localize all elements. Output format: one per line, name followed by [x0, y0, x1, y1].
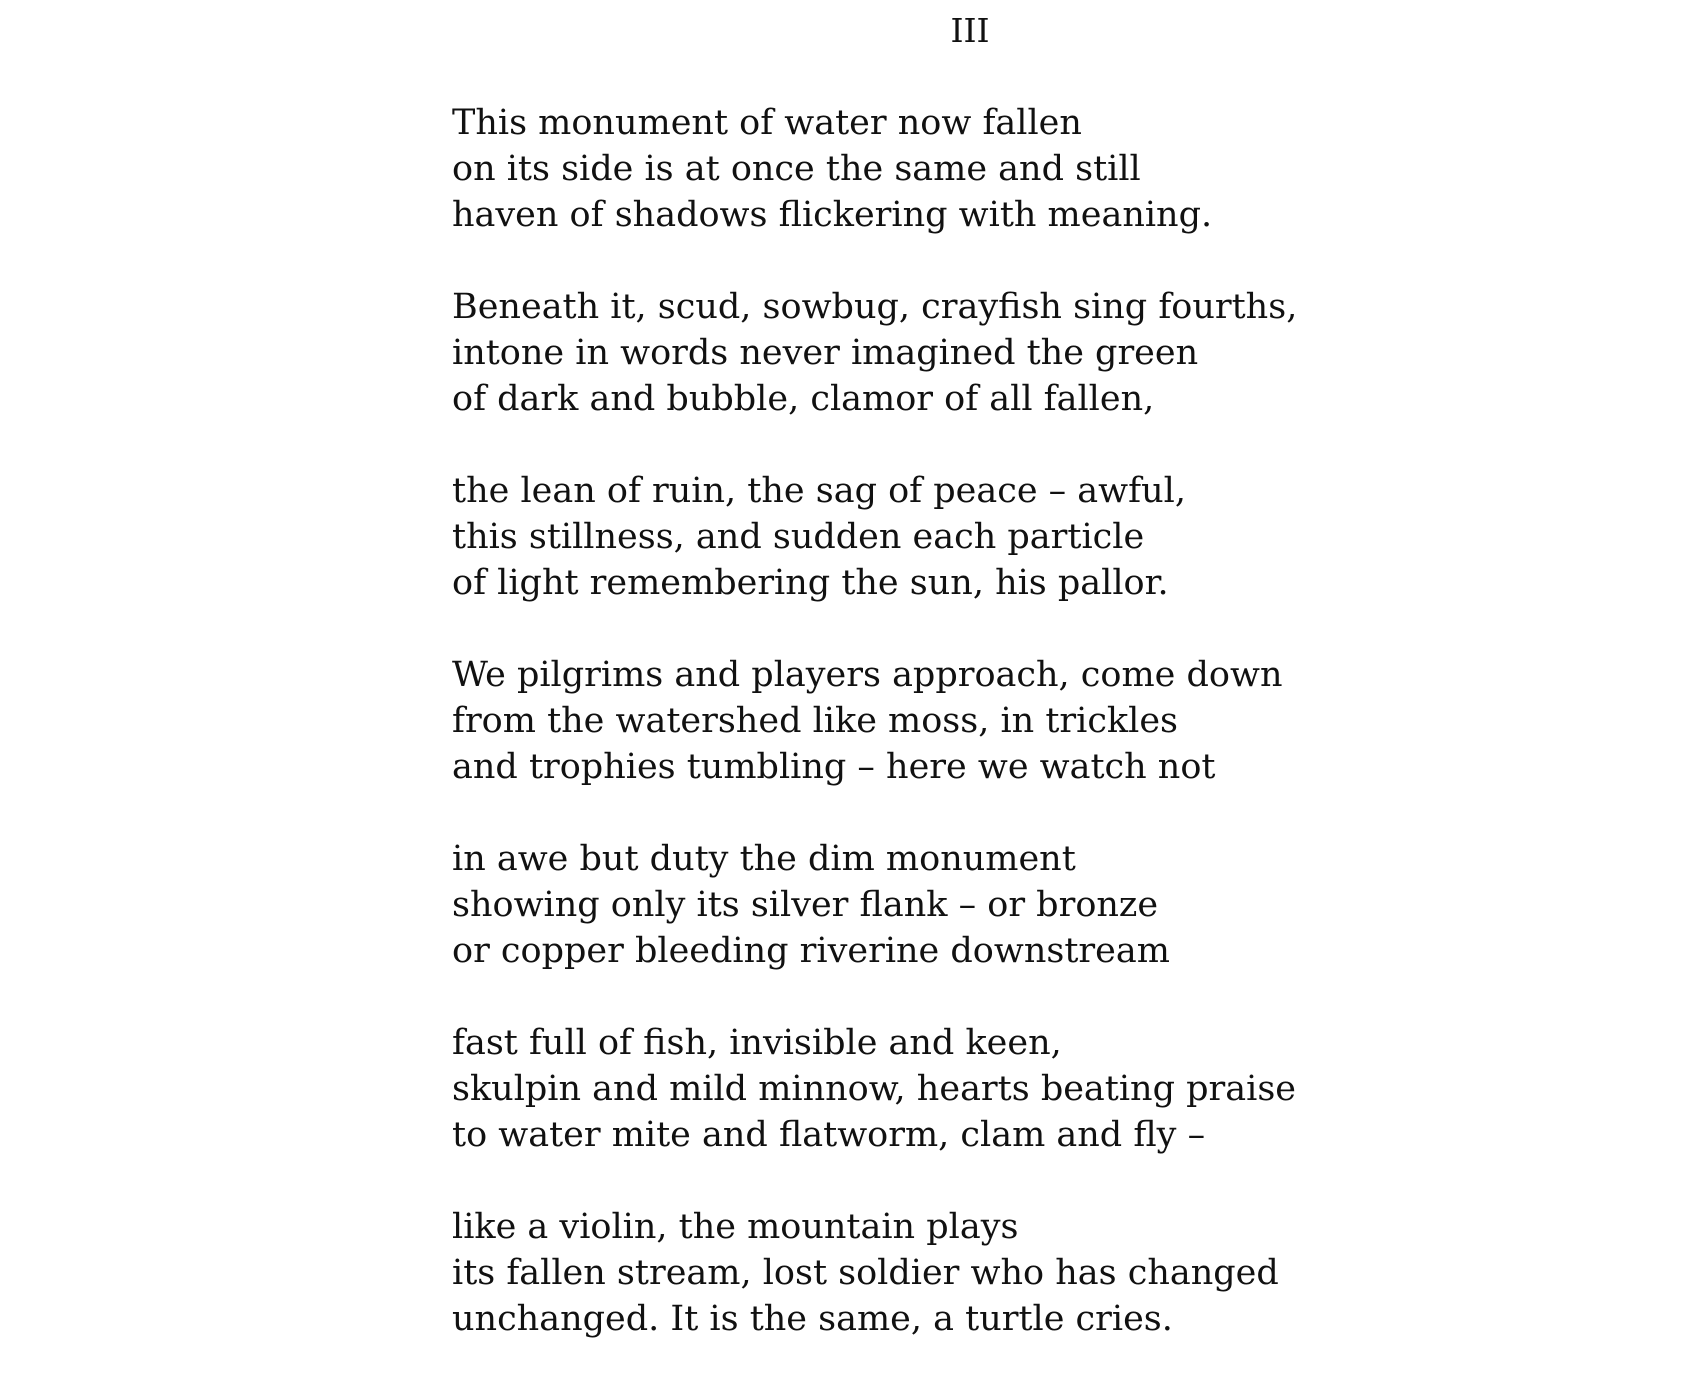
- poem-line: of light remembering the sun, his pallor.: [452, 563, 1169, 603]
- poem-line: This monument of water now fallen: [452, 103, 1082, 143]
- poem-line: skulpin and mild minnow, hearts beating praise: [452, 1069, 1296, 1109]
- poem-line: or copper bleeding riverine downstream: [452, 931, 1170, 971]
- poem-line: Beneath it, scud, sowbug, crayfish sing fourths,: [452, 287, 1298, 327]
- poem-line: in awe but duty the dim monument: [452, 839, 1076, 879]
- stanza-6: [452, 1020, 1452, 1158]
- stanza-7: [452, 1204, 1452, 1342]
- poem-line: on its side is at once the same and still: [452, 149, 1141, 189]
- poem-line: intone in words never imagined the green: [452, 333, 1199, 373]
- poem-line: showing only its silver flank – or bronze: [452, 885, 1159, 925]
- stanza-4: [452, 652, 1452, 790]
- poem-line: like a violin, the mountain plays: [452, 1207, 1019, 1247]
- poem-line: unchanged. It is the same, a turtle cries.: [452, 1299, 1173, 1339]
- poem-line: We pilgrims and players approach, come down: [452, 655, 1283, 695]
- stanza-3: [452, 468, 1452, 606]
- poem-line: haven of shadows flickering with meaning.: [452, 195, 1213, 235]
- poem-line: and trophies tumbling – here we watch not: [452, 747, 1216, 787]
- poem-line: from the watershed like moss, in trickles: [452, 701, 1178, 741]
- stanza-5: [452, 836, 1452, 974]
- stanza-2: [452, 284, 1452, 422]
- section-number: III: [950, 11, 990, 50]
- poem-line: fast full of fish, invisible and keen,: [452, 1023, 1062, 1063]
- stanza-1: [452, 100, 1452, 238]
- poem-line: this stillness, and sudden each particle: [452, 517, 1145, 557]
- poem-line: of dark and bubble, clamor of all fallen,: [452, 379, 1155, 419]
- poem-line: its fallen stream, lost soldier who has changed: [452, 1253, 1279, 1293]
- poem-body: [452, 100, 1452, 1388]
- poem-line: the lean of ruin, the sag of peace – awful,: [452, 471, 1186, 511]
- poem-line: to water mite and flatworm, clam and fly –: [452, 1115, 1206, 1155]
